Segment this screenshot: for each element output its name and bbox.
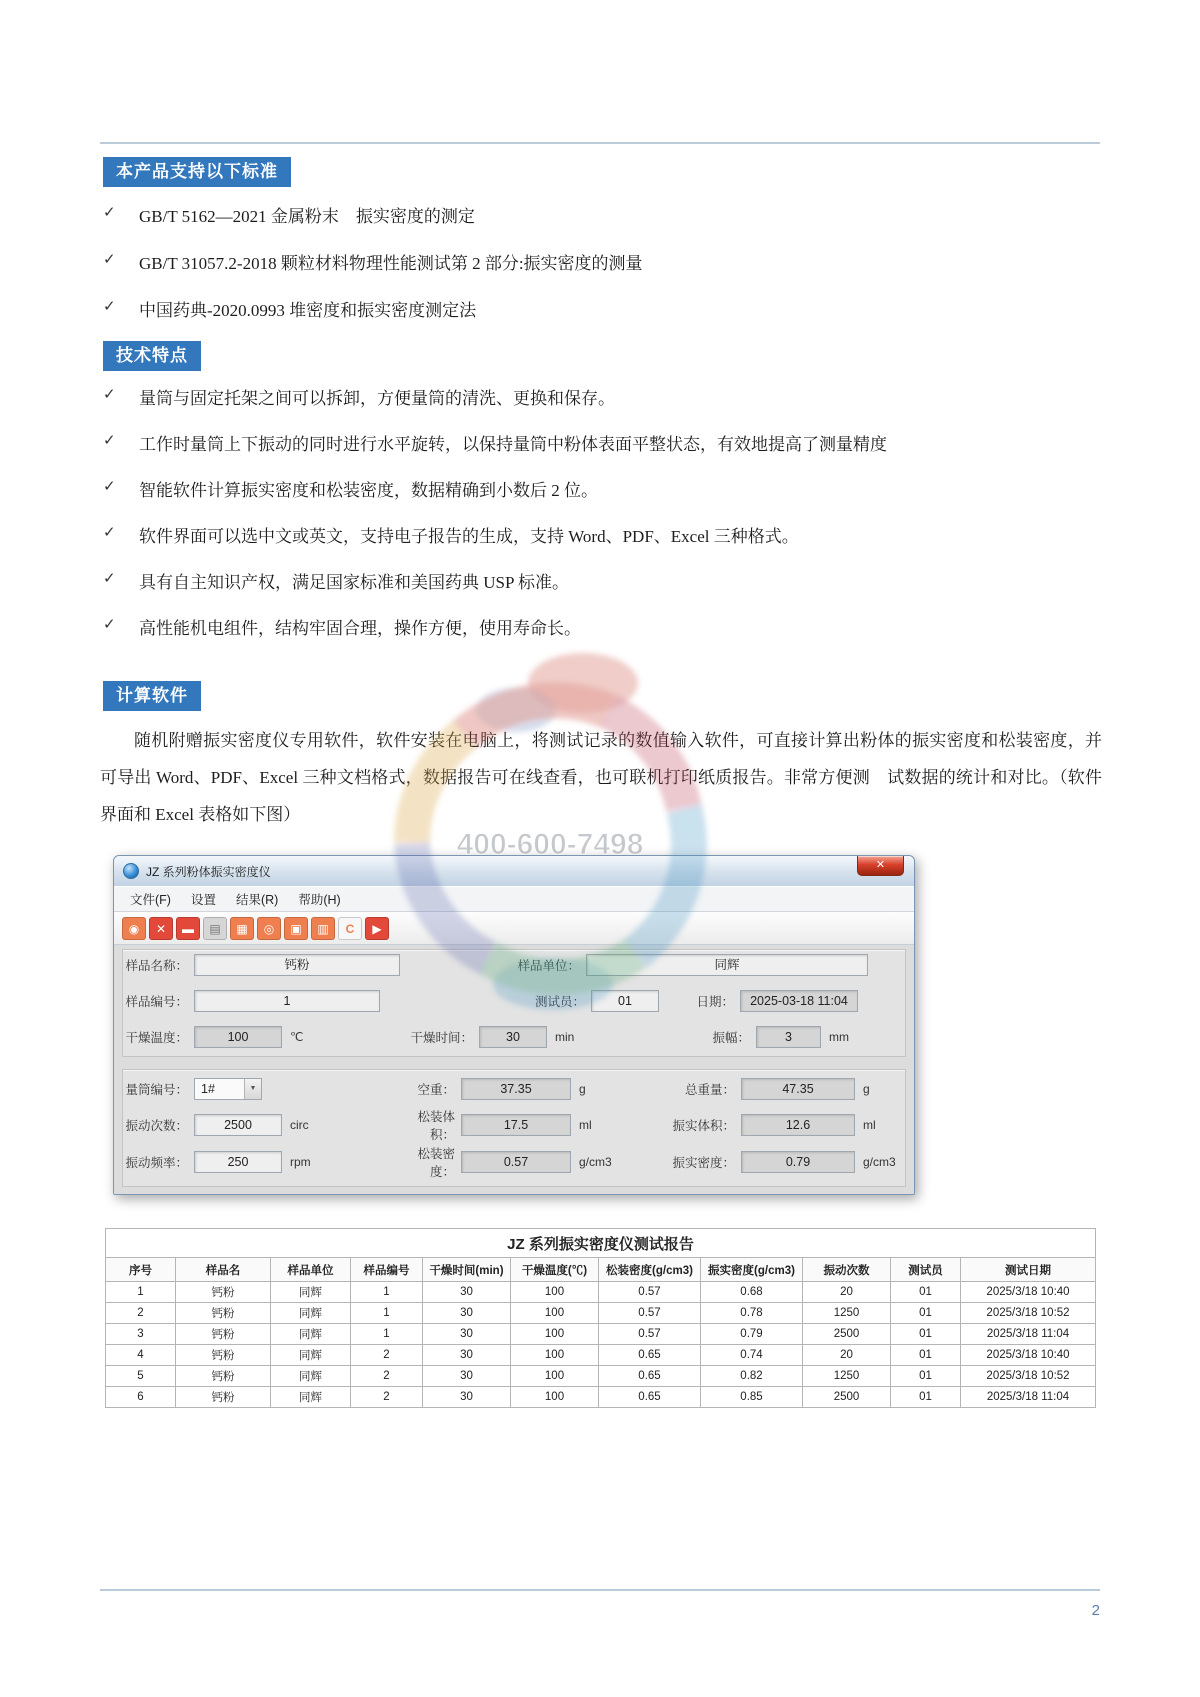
date-input[interactable]: 2025-03-18 11:04 (740, 990, 858, 1012)
field-label: 量筒编号： (125, 1083, 188, 1097)
field-label: 干燥时间： (410, 1031, 473, 1045)
unit-label: rpm (290, 1155, 311, 1169)
table-cell: 2 (351, 1345, 423, 1366)
field-label: 振幅： (712, 1031, 750, 1045)
table-cell: 01 (891, 1282, 961, 1303)
total-weight-field (669, 1077, 870, 1101)
table-row (106, 1282, 1096, 1303)
table-cell: 0.57 (599, 1282, 701, 1303)
table-cell: 同辉 (271, 1366, 351, 1387)
table-cell: 30 (423, 1345, 511, 1366)
loose-volume-input[interactable]: 17.5 (461, 1114, 571, 1136)
table-cell: 100 (511, 1387, 599, 1408)
list-item-text: 软件界面可以选中文或英文，支持电子报告的生成，支持 Word、PDF、Excel 三种格式。 (139, 527, 799, 546)
tap-volume-input[interactable]: 12.6 (741, 1114, 855, 1136)
table-cell: 30 (423, 1387, 511, 1408)
table-cell: 0.78 (701, 1303, 803, 1324)
table-cell: 0.82 (701, 1366, 803, 1387)
column-header: 测试员 (891, 1258, 961, 1282)
unit-label: g (863, 1082, 870, 1096)
table-row (106, 1345, 1096, 1366)
bottom-divider (100, 1589, 1100, 1591)
table-cell: 0.57 (599, 1324, 701, 1345)
date-field (670, 989, 858, 1013)
app-icon (123, 863, 139, 879)
field-label: 样品名称： (125, 959, 188, 973)
field-label: 振动频率： (125, 1156, 188, 1170)
table-cell: 0.85 (701, 1387, 803, 1408)
loose-volume-field (393, 1110, 592, 1142)
amplitude-field (688, 1025, 849, 1049)
menu-item[interactable]: 结果(R) (235, 893, 279, 907)
table-cell: 0.65 (599, 1366, 701, 1387)
section-badge-software: 计算软件 (103, 681, 201, 711)
chevron-down-icon: ▼ (244, 1079, 261, 1099)
unit-label: g (579, 1082, 586, 1096)
vib-count-field (122, 1113, 309, 1137)
table-cell: 同辉 (271, 1345, 351, 1366)
table-cell: 钙粉 (176, 1387, 271, 1408)
field-label: 振动次数： (125, 1119, 188, 1133)
toolbar-button[interactable]: ▦ (230, 917, 254, 940)
tester-input[interactable]: 01 (591, 990, 659, 1012)
toolbar-button[interactable]: ▤ (203, 917, 227, 940)
top-divider (100, 142, 1100, 144)
section-badge-features: 技术特点 (103, 341, 201, 371)
table-cell: 1 (351, 1324, 423, 1345)
table-cell: 钙粉 (176, 1303, 271, 1324)
table-cell: 30 (423, 1282, 511, 1303)
empty-weight-input[interactable]: 37.35 (461, 1078, 571, 1100)
table-cell: 2025/3/18 10:40 (961, 1282, 1096, 1303)
window-titlebar (114, 856, 914, 886)
table-cell: 2500 (803, 1324, 891, 1345)
column-header: 干燥温度(℃) (511, 1258, 599, 1282)
field-label: 日期： (696, 995, 734, 1009)
sample-no-input[interactable]: 1 (194, 990, 380, 1012)
column-header: 样品单位 (271, 1258, 351, 1282)
vib-freq-field (122, 1150, 311, 1174)
table-cell: 1 (106, 1282, 176, 1303)
software-paragraph: 随机附赠振实密度仪专用软件，软件安装在电脑上，将测试记录的数值输入软件，可直接计算出粉体的振实密度和松装密度，并可导出 Word、PDF、Excel 三种文档格式，数据报告可在线查看，也可联机打印纸质报告。非常方便测 试数据的统计和对比。（软件界面和 Excel 表格如下图） (100, 731, 1102, 824)
table-row (106, 1387, 1096, 1408)
list-item (103, 249, 1103, 296)
check-icon: ✓ (103, 523, 116, 541)
sample-name-input[interactable]: 钙粉 (194, 954, 400, 976)
tap-density-input[interactable]: 0.79 (741, 1151, 855, 1173)
unit-label: ℃ (290, 1030, 304, 1044)
table-cell: 30 (423, 1303, 511, 1324)
list-item (103, 614, 1103, 660)
sample-no-field (122, 989, 380, 1013)
check-icon: ✓ (103, 569, 116, 587)
list-item-text: 智能软件计算振实密度和松装密度，数据精确到小数后 2 位。 (139, 481, 598, 500)
field-label: 样品编号： (125, 995, 188, 1009)
table-cell: 3 (106, 1324, 176, 1345)
toolbar-button[interactable]: C (338, 917, 362, 940)
table-cell: 0.68 (701, 1282, 803, 1303)
list-item-text: GB/T 5162—2021 金属粉末 振实密度的测定 (139, 207, 475, 226)
menu-bar (114, 886, 914, 912)
tap-density-field (669, 1150, 896, 1174)
table-cell: 0.79 (701, 1324, 803, 1345)
list-item-text: 量筒与固定托架之间可以拆卸，方便量筒的清洗、更换和保存。 (139, 389, 615, 408)
table-cell: 同辉 (271, 1387, 351, 1408)
vib-freq-input[interactable]: 250 (194, 1151, 282, 1173)
table-row (106, 1303, 1096, 1324)
cylinder-no-field (122, 1077, 262, 1101)
list-item (103, 430, 1103, 476)
report-title: JZ 系列振实密度仪测试报告 (106, 1229, 1096, 1258)
table-cell: 01 (891, 1387, 961, 1408)
list-item (103, 202, 1103, 249)
check-icon: ✓ (103, 203, 116, 221)
field-label: 测试员： (534, 995, 585, 1009)
dry-time-input[interactable]: 30 (479, 1026, 547, 1048)
table-cell: 20 (803, 1345, 891, 1366)
table-cell: 01 (891, 1324, 961, 1345)
unit-label: circ (290, 1118, 309, 1132)
vib-count-input[interactable]: 2500 (194, 1114, 282, 1136)
table-cell: 2 (106, 1303, 176, 1324)
list-item (103, 522, 1103, 568)
field-label: 空重： (417, 1083, 455, 1097)
table-cell: 同辉 (271, 1324, 351, 1345)
field-label: 振实体积： (672, 1119, 735, 1133)
toolbar-button[interactable]: ▬ (176, 917, 200, 940)
table-cell: 钙粉 (176, 1282, 271, 1303)
sample-name-field (122, 953, 400, 977)
table-cell: 同辉 (271, 1282, 351, 1303)
table-cell: 6 (106, 1387, 176, 1408)
sample-unit-input[interactable]: 同辉 (586, 954, 868, 976)
table-cell: 01 (891, 1303, 961, 1324)
form-area (114, 945, 914, 1194)
check-icon: ✓ (103, 297, 116, 315)
watermark-phone: 400-600-7498 (456, 828, 644, 861)
menu-item[interactable]: 设置 (190, 893, 216, 907)
table-cell: 1250 (803, 1303, 891, 1324)
sample-unit-field (514, 953, 868, 977)
toolbar-button[interactable]: ▣ (284, 917, 308, 940)
table-cell: 100 (511, 1303, 599, 1324)
field-label: 松装密度： (417, 1147, 455, 1179)
toolbar-button[interactable]: ▶ (365, 917, 389, 940)
loose-density-field (393, 1147, 612, 1179)
check-icon: ✓ (103, 477, 116, 495)
list-item (103, 384, 1103, 430)
table-cell: 100 (511, 1324, 599, 1345)
table-cell: 0.57 (599, 1303, 701, 1324)
table-cell: 2025/3/18 10:40 (961, 1345, 1096, 1366)
features-list (103, 384, 1103, 660)
table-cell: 100 (511, 1345, 599, 1366)
table-cell: 1 (351, 1303, 423, 1324)
list-item (103, 568, 1103, 614)
section-badge-standards: 本产品支持以下标准 (103, 157, 291, 187)
toolbar-button[interactable]: ▥ (311, 917, 335, 940)
menu-item[interactable]: 文件(F) (130, 893, 171, 907)
table-cell: 2025/3/18 11:04 (961, 1324, 1096, 1345)
table-cell: 100 (511, 1282, 599, 1303)
unit-label: min (555, 1030, 575, 1044)
standards-list (103, 202, 1103, 343)
list-item-text: 工作时量筒上下振动的同时进行水平旋转，以保持量筒中粉体表面平整状态，有效地提高了测量精度 (139, 435, 887, 454)
table-cell: 01 (891, 1345, 961, 1366)
table-cell: 钙粉 (176, 1324, 271, 1345)
check-icon: ✓ (103, 385, 116, 403)
window-title: JZ 系列粉体振实密度仪 (146, 864, 271, 879)
report-table (105, 1228, 1096, 1408)
list-item-text: 具有自主知识产权，满足国家标准和美国药典 USP 标准。 (139, 573, 570, 592)
table-cell: 2025/3/18 10:52 (961, 1366, 1096, 1387)
table-cell: 1 (351, 1282, 423, 1303)
unit-label: ml (863, 1118, 876, 1132)
unit-label: g/cm3 (863, 1155, 896, 1169)
dry-time-field (409, 1025, 574, 1049)
column-header: 松装密度(g/cm3) (599, 1258, 701, 1282)
table-cell: 钙粉 (176, 1366, 271, 1387)
table-cell: 2500 (803, 1387, 891, 1408)
check-icon: ✓ (103, 250, 116, 268)
field-label: 总重量： (684, 1083, 735, 1097)
table-cell: 2025/3/18 10:52 (961, 1303, 1096, 1324)
field-label: 振实密度： (672, 1156, 735, 1170)
amplitude-input[interactable]: 3 (756, 1026, 821, 1048)
column-header: 干燥时间(min) (423, 1258, 511, 1282)
table-row (106, 1324, 1096, 1345)
loose-density-input[interactable]: 0.57 (461, 1151, 571, 1173)
table-cell: 1250 (803, 1366, 891, 1387)
empty-weight-field (393, 1077, 586, 1101)
column-header: 样品编号 (351, 1258, 423, 1282)
report-title-row (106, 1229, 1096, 1258)
tester-field (523, 989, 659, 1013)
column-header: 样品名 (176, 1258, 271, 1282)
cylinder-no-select[interactable] (194, 1078, 262, 1100)
list-item-text: 中国药典-2020.0993 堆密度和振实密度测定法 (139, 301, 477, 320)
table-cell: 01 (891, 1366, 961, 1387)
field-label: 干燥温度： (125, 1031, 188, 1045)
tap-volume-field (669, 1113, 876, 1137)
table-cell: 5 (106, 1366, 176, 1387)
unit-label: mm (829, 1030, 849, 1044)
table-cell: 2 (351, 1387, 423, 1408)
close-button[interactable] (857, 856, 904, 876)
table-cell: 同辉 (271, 1303, 351, 1324)
table-cell: 30 (423, 1324, 511, 1345)
list-item-text: 高性能机电组件，结构牢固合理，操作方便，使用寿命长。 (139, 619, 581, 638)
report-header-row (106, 1258, 1096, 1282)
table-cell: 0.65 (599, 1345, 701, 1366)
list-item-text: GB/T 31057.2-2018 颗粒材料物理性能测试第 2 部分:振实密度的测量 (139, 254, 643, 273)
column-header: 振实密度(g/cm3) (701, 1258, 803, 1282)
table-cell: 100 (511, 1366, 599, 1387)
check-icon: ✓ (103, 431, 116, 449)
toolbar-button[interactable]: ◉ (122, 917, 146, 940)
toolbar-button[interactable]: ✕ (149, 917, 173, 940)
table-cell: 20 (803, 1282, 891, 1303)
table-cell: 2025/3/18 11:04 (961, 1387, 1096, 1408)
dry-temp-input[interactable]: 100 (194, 1026, 282, 1048)
table-cell: 30 (423, 1366, 511, 1387)
list-item (103, 476, 1103, 522)
page-number: 2 (1091, 1602, 1100, 1619)
menu-item[interactable]: 帮助(H) (298, 893, 341, 907)
table-cell: 4 (106, 1345, 176, 1366)
table-cell: 0.65 (599, 1387, 701, 1408)
toolbar-button[interactable]: ◎ (257, 917, 281, 940)
toolbar (114, 912, 914, 945)
app-window (113, 855, 915, 1195)
unit-label: g/cm3 (579, 1155, 612, 1169)
column-header: 序号 (106, 1258, 176, 1282)
table-cell: 2 (351, 1366, 423, 1387)
table-cell: 0.74 (701, 1345, 803, 1366)
close-icon: ✕ (875, 859, 886, 871)
selected-value: 1# (201, 1082, 215, 1096)
column-header: 测试日期 (961, 1258, 1096, 1282)
column-header: 振动次数 (803, 1258, 891, 1282)
report-body (106, 1282, 1096, 1408)
table-cell: 钙粉 (176, 1345, 271, 1366)
total-weight-input[interactable]: 47.35 (741, 1078, 855, 1100)
field-label: 松装体积： (417, 1110, 455, 1142)
list-item (103, 296, 1103, 343)
dry-temp-field (122, 1025, 303, 1049)
table-row (106, 1366, 1096, 1387)
field-label: 样品单位： (517, 959, 580, 973)
check-icon: ✓ (103, 615, 116, 633)
unit-label: ml (579, 1118, 592, 1132)
